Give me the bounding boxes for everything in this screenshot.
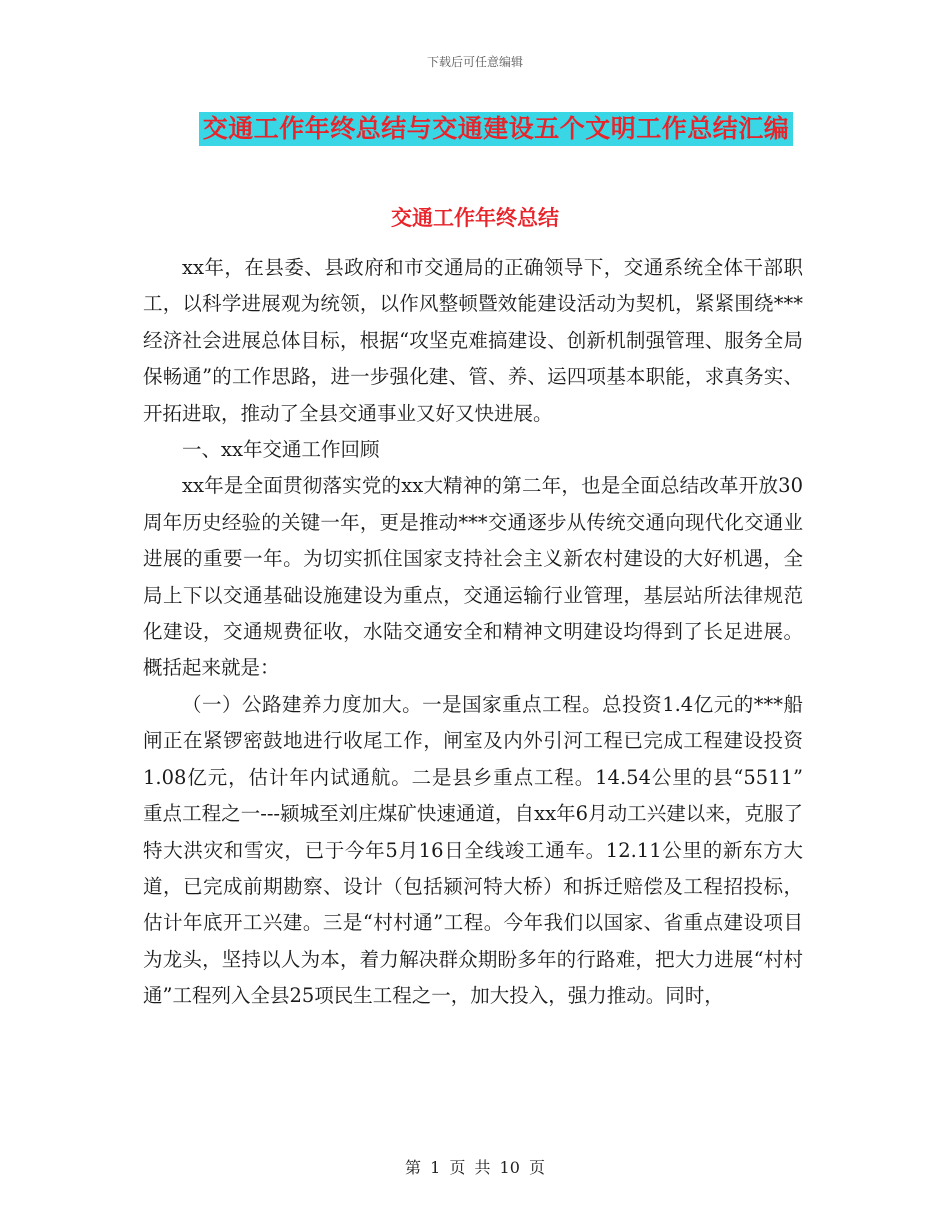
paragraph-highway: （一）公路建养力度加大。一是国家重点工程。总投资1.4亿元的***船闸正在紧锣密鼓地进行收尾工作，闸室及内外引河工程已完成工程建设投资1.08亿元，估计年内试通航。二是县乡重点工程。14.54公里的县“5511” 重点工程之一---颍城至刘庄煤矿快速通道，自xx年6月动工兴建以来，克服了特大洪灾和雪灾，已于今年5月16日全线竣工通车。12.11公里的新东方大道，已完成前期勘察、设计（包括颍河特大桥）和拆迁赔偿及工程招投标，估计年底开工兴建。三是“村村通”工程。今年我们以国家、省重点建设项目为龙头，坚持以人为本，着力解决群众期盼多年的行路难，把大力进展“村村通”工程列入全县25项民生工程之一，加大投入，强力推动。同时， [143, 692, 803, 1008]
page-footer: 第 1 页 共 10 页 [405, 1158, 545, 1177]
doc-title-wrap [0, 112, 950, 146]
document-body [143, 250, 803, 1015]
document-title: 交通工作年终总结与交通建设五个文明工作总结汇编 [199, 112, 794, 146]
paragraph-heading-review: 一、xx年交通工作回顾 [182, 438, 380, 462]
header-note: 下载后可任意编辑 [426, 55, 523, 69]
paragraph-intro: xx年，在县委、县政府和市交通局的正确领导下，交通系统全体干部职工，以科学进展观为统领，以作风整顿暨效能建设活动为契机，紧紧围绕***经济社会进展总体目标，根据“攻坚克难搞建设、创新机制强管理、服务全局保畅通”的工作思路，进一步强化建、管、养、运四项基本职能，求真务实、开拓进取，推动了全县交通事业又好又快进展。 [143, 256, 803, 425]
paragraph-review: xx年是全面贯彻落实党的xx大精神的第二年，也是全面总结改革开放30周年历史经验的关键一年，更是推动***交通逐步从传统交通向现代化交通业进展的重要一年。为切实抓住国家支持社会主义新农村建设的大好机遇，全局上下以交通基础设施建设为重点，交通运输行业管理，基层站所法律规范化建设，交通规费征收，水陆交通安全和精神文明建设均得到了长足进展。概括起来就是： [143, 474, 803, 680]
section-title: 交通工作年终总结 [391, 206, 559, 230]
